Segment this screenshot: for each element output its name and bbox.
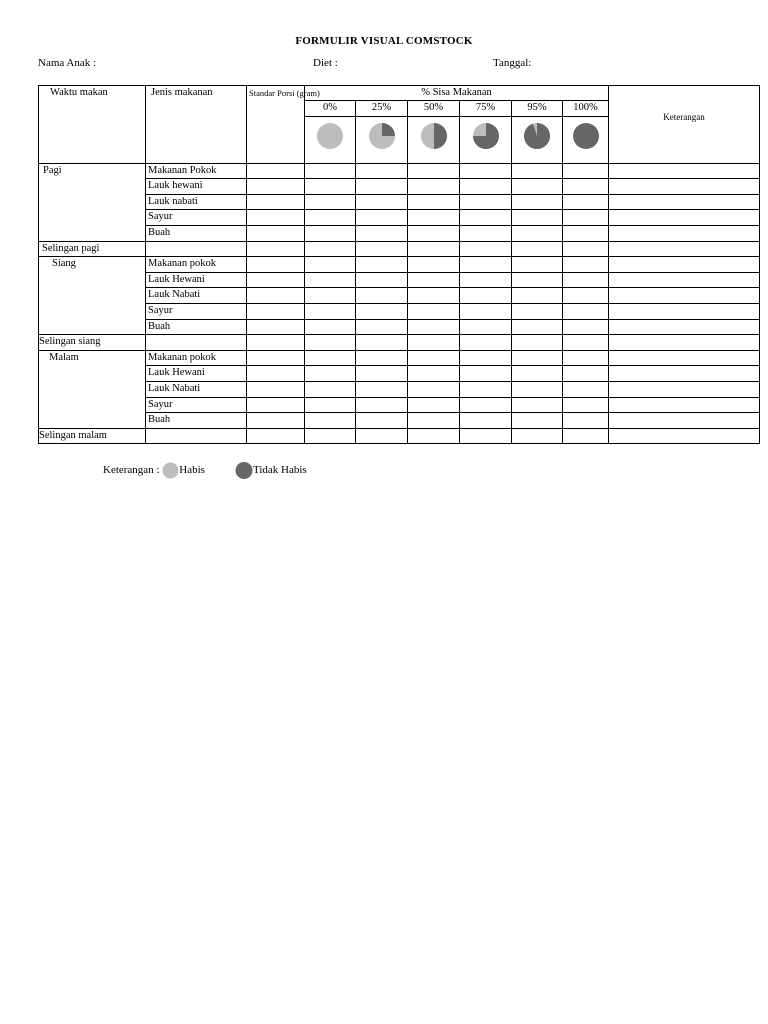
food-item: Makanan pokok [146, 350, 247, 366]
pie-cell-100 [563, 116, 609, 163]
tanggal-label: Tanggal: [493, 57, 532, 69]
meal-malam: Malam [39, 350, 146, 428]
legend [103, 462, 205, 479]
food-item: Lauk Nabati [146, 288, 247, 304]
pie-0-icon [315, 121, 345, 151]
percent-100: 100% [563, 101, 609, 117]
legend-label: Keterangan : [103, 464, 160, 477]
header-jenis-makanan: Jenis makanan [146, 86, 247, 164]
food-item: Buah [146, 319, 247, 335]
pie-remaining-slice [434, 123, 447, 149]
food-item: Buah [146, 225, 247, 241]
food-item: Sayur [146, 303, 247, 319]
food-item: Lauk Hewani [146, 366, 247, 382]
food-item: Lauk Hewani [146, 272, 247, 288]
header-standar-porsi: Standar Porsi (gram) [247, 86, 305, 164]
meal-selingan-pagi: Selingan pagi [39, 241, 146, 257]
pie-base [573, 123, 599, 149]
pie-cell-95 [512, 116, 563, 163]
percent-0: 0% [305, 101, 356, 117]
legend-tidak-habis: Tidak Habis [253, 464, 307, 477]
header-keterangan: Keterangan [609, 86, 760, 164]
pie-base [317, 123, 343, 149]
comstock-table [38, 85, 760, 444]
food-item: Sayur [146, 210, 247, 226]
legend-tidak-habis-group [235, 462, 307, 479]
pie-cell-0 [305, 116, 356, 163]
percent-25: 25% [356, 101, 408, 117]
pie-50-icon [419, 121, 449, 151]
food-item: Sayur [146, 397, 247, 413]
nama-anak-label: Nama Anak : [38, 57, 97, 69]
pie-95-icon [522, 121, 552, 151]
meal-selingan-siang: Selingan siang [39, 335, 146, 351]
percent-75: 75% [460, 101, 512, 117]
pie-cell-50 [408, 116, 460, 163]
pie-cell-75 [460, 116, 512, 163]
diet-label: Diet : [313, 57, 338, 69]
pie-100-icon [571, 121, 601, 151]
meal-selingan-malam: Selingan malam [39, 428, 146, 444]
food-item: Lauk Nabati [146, 381, 247, 397]
tidak-habis-circle-icon [235, 462, 253, 479]
legend-habis: Habis [179, 464, 205, 477]
pie-25-icon [367, 121, 397, 151]
percent-50: 50% [408, 101, 460, 117]
pie-remaining-slice [382, 123, 395, 136]
habis-circle-icon [162, 462, 179, 479]
header-sisa-makanan: % Sisa Makanan [305, 86, 609, 101]
header-waktu-makan: Waktu makan [39, 86, 146, 164]
food-item: Makanan Pokok [146, 163, 247, 179]
food-item: Buah [146, 413, 247, 429]
pie-75-icon [471, 121, 501, 151]
meal-pagi: Pagi [39, 163, 146, 241]
food-item: Lauk nabati [146, 194, 247, 210]
food-item: Makanan pokok [146, 257, 247, 273]
pie-remaining-slice [524, 123, 550, 149]
pie-cell-25 [356, 116, 408, 163]
percent-95: 95% [512, 101, 563, 117]
meal-siang: Siang [39, 257, 146, 335]
food-item: Lauk hewani [146, 179, 247, 195]
form-title: FORMULIR VISUAL COMSTOCK [295, 35, 473, 47]
